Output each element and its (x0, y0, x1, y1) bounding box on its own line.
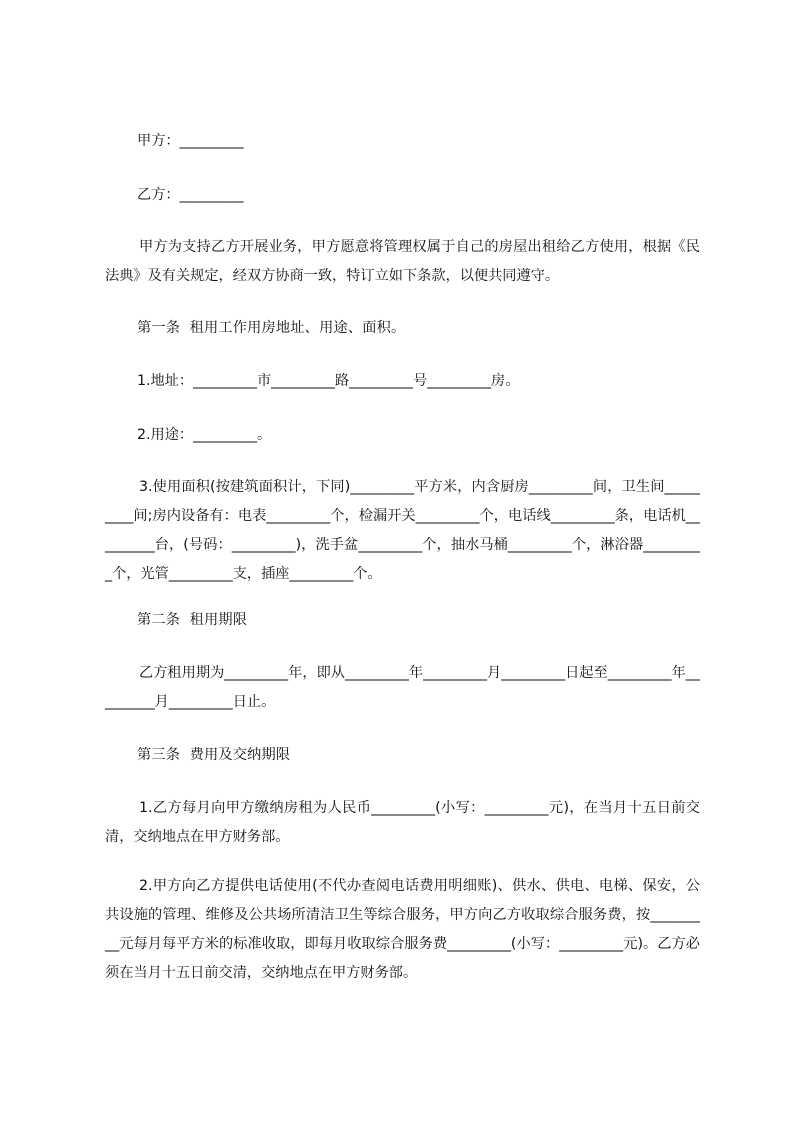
article3-item1: 1.乙方每月向甲方缴纳房租为人民币_________(小写：_________元)，在当月十五日前交清，交纳地点在甲方财务部。 (105, 800, 700, 845)
article3-title: 第三条 费用及交纳期限 (137, 747, 291, 763)
article3-item2: 2.甲方向乙方提供电话使用(不代办查阅电话费用明细账)、供水、供电、电梯、保安，公共设施的管理、维修及公共场所清洁卫生等综合服务，甲方向乙方收取综合服务费，按_________元每月每平方米的标准收取，即每月收取综合服务费_________(小写：_________元)。乙方必须在当月十五日前交清，交纳地点在甲方财务部。 (105, 878, 700, 981)
article1-item1: 1.地址：_________市_________路_________号_________房。 (137, 373, 520, 389)
article2-body: 乙方租用期为_________年，即从_________年_________月_________日起至_________年_________月_________日止。 (105, 665, 700, 710)
article1-item3: 3.使用面积(按建筑面积计，下同)_________平方米，内含厨房_________间，卫生间_________间;房内设备有：电表_________个，检漏开关_________个，电话线_________条，电话机_________台，(号码：_________)，洗手盆_________个，抽水马桶_________个，淋浴器_________个，光管_________支，插座_________个。 (105, 479, 700, 582)
article2-title: 第二条 租用期限 (137, 612, 248, 628)
party-a-line: 甲方：_________ (137, 133, 244, 149)
party-b-line: 乙方：_________ (137, 187, 244, 203)
intro-paragraph: 甲方为支持乙方开展业务，甲方愿意将管理权属于自己的房屋出租给乙方使用，根据《民法典》及有关规定，经双方协商一致，特订立如下条款，以便共同遵守。 (105, 239, 700, 284)
article1-title: 第一条 租用工作用房地址、用途、面积。 (137, 320, 406, 336)
article1-item2: 2.用途：_________。 (137, 427, 272, 443)
